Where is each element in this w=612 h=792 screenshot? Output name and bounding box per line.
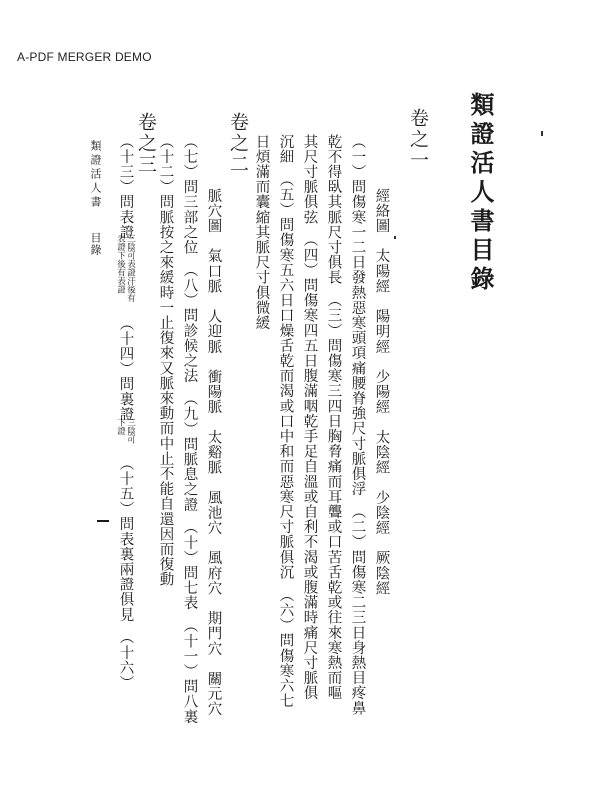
page-number-mark xyxy=(97,520,109,522)
juan3-note-b1: 三陰可 xyxy=(125,418,136,444)
juan1-line-2: （一）問傷寒一二日發熱惡寒頭項痛腰脊強尺寸脈俱浮 （二）問傷寒二三日身熱目疼鼻 xyxy=(349,134,366,716)
juan3-heading: 卷之三 xyxy=(135,112,157,175)
juan1-line-6: 日煩滿而囊縮其脈尺寸俱微緩 xyxy=(253,134,270,331)
juan1-line-5: 沉細 （五）問傷寒五六日口燥舌乾而渴或口中和而惡寒尺寸脈俱沉 （六）問傷寒六七 xyxy=(277,134,294,709)
juan2-line-1: 脈穴圖 氣口脈 人迎脈 衝陽脈 太谿脈 風池穴 風府穴 期門穴 關元穴 xyxy=(205,188,222,717)
juan1-line-3: 乾不得臥其脈尺寸俱長 （三）問傷寒三四日胸脅痛而耳聾或口苦舌乾或往來寒熱而嘔 xyxy=(325,134,342,701)
watermark: A-PDF MERGER DEMO xyxy=(17,50,152,64)
juan3-note-a2: 表證下後有表證 xyxy=(115,234,126,294)
juan1-line-4: 其尺寸脈俱弦 （四）問傷寒四五日腹滿咽乾手足自溫或自利不渴或腹滿時痛尺寸脈俱 xyxy=(301,134,318,701)
page-title: 類證活人書目錄 xyxy=(466,92,495,295)
juan1-heading: 卷之一 xyxy=(407,108,429,171)
scan-speck xyxy=(541,131,543,136)
juan3-note-b2: 下證 xyxy=(115,418,126,435)
juan3-note-a1: 三陰可表證汗後有 xyxy=(125,234,136,302)
juan3-line-b: （十四）問裏證 xyxy=(117,316,134,422)
juan3-line-a: （十三）問表證 xyxy=(117,134,134,240)
juan1-line-1: 經絡圖 太陽經 陽明經 少陽經 太陰經 少陰經 厥陰經 xyxy=(373,188,390,596)
juan2-heading: 卷之二 xyxy=(227,112,249,175)
scan-speck xyxy=(394,236,396,239)
juan3-line-c: （十五）問表裏兩證俱見 （十六） xyxy=(117,456,134,691)
juan2-line-2: （七）問三部之位 （八）問診候之法 （九）問脈息之證 （十）問七表 （十一）問八裏 xyxy=(181,134,198,725)
margin-section-label: 目錄 xyxy=(89,232,102,256)
margin-book-title: 類證活人書 xyxy=(89,140,102,210)
juan2-line-3: （十二）問脈按之來緩時一止復來又脈來動而中止不能自還因而復動 xyxy=(157,134,174,587)
